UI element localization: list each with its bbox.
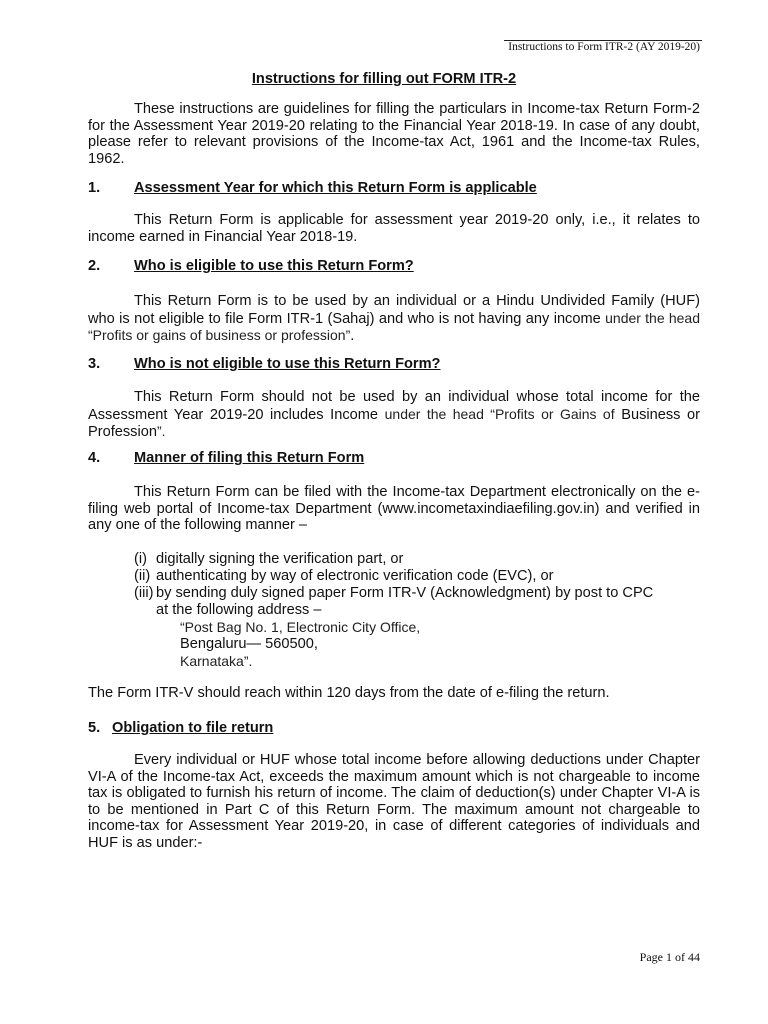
verification-option-continuation: at the following address – (156, 602, 322, 618)
section-3-body-end: ”. (156, 423, 166, 439)
section-2-body (88, 293, 700, 345)
section-title: Who is not eligible to use this Return Form? (134, 356, 441, 372)
section-title: Obligation to file return (112, 720, 274, 736)
cpc-address-line: Bengaluru— 560500, (180, 636, 318, 652)
section-3-body (88, 389, 700, 441)
document-title: Instructions for filling out FORM ITR-2 (251, 71, 517, 87)
section-2-body-text: This Return Form is to be used by an individual or a Hindu Undivided Family (HUF) who is not eligible to file Form ITR-1 (Sahaj) and who is not having any income (88, 293, 700, 327)
section-2-body-end: . (350, 328, 355, 344)
section-number: 4. (88, 450, 101, 466)
section-5-heading (88, 720, 273, 736)
running-header: Instructions to Form ITR-2 (AY 2019-20) (508, 41, 700, 53)
section-2-body-quote: under the head “Profits or gains of business or profession” (88, 309, 700, 343)
option-marker: (i) (134, 551, 147, 567)
section-number: 3. (88, 356, 101, 372)
cpc-address-line: “Post Bag No. 1, Electronic City Office, (180, 619, 421, 635)
section-3-body-quote: under the head “Profits or Gains of (384, 405, 615, 422)
verification-option (134, 585, 700, 602)
section-3-body-quote-end: Business or Profession (88, 406, 700, 440)
section-number: 5. (88, 720, 101, 736)
option-marker: (iii) (134, 585, 154, 601)
section-2-heading (88, 258, 414, 274)
page-number: Page 1 of 44 (639, 950, 700, 964)
cpc-address-line: Karnataka”. (180, 653, 253, 669)
section-1-body: This Return Form is applicable for assessment year 2019-20 only, i.e., it relates to income earned in Financial Year 2018-19. (88, 212, 700, 245)
verification-option (134, 551, 700, 568)
verification-option (134, 568, 700, 585)
section-title: Who is eligible to use this Return Form? (134, 258, 414, 274)
option-text: by sending duly signed paper Form ITR-V (Acknowledgment) by post to CPC (156, 585, 654, 601)
option-text: authenticating by way of electronic verification code (EVC), or (156, 568, 554, 584)
section-number: 2. (88, 258, 101, 274)
itr-v-deadline-note: The Form ITR-V should reach within 120 days from the date of e-filing the return. (88, 685, 610, 701)
option-marker: (ii) (134, 568, 151, 584)
section-4-heading (88, 450, 364, 466)
section-3-heading (88, 356, 440, 372)
section-4-body: This Return Form can be filed with the Income-tax Department electronically on the e-filing web portal of Income-tax Department (www.incometaxindiaefiling.gov.in) and verified in any one of the following manner – (88, 484, 700, 533)
intro-paragraph: These instructions are guidelines for filling the particulars in Income-tax Return Form-2 for the Assessment Year 2019-20 relating to the Financial Year 2018-19. In case of any doubt, please refer to relevant provisions of the Income-tax Act, 1961 and the Income-tax Rules, 1962. (88, 101, 700, 167)
section-3-body-text: This Return Form should not be used by an individual whose total income for the Assessment Year 2019-20 includes Income (88, 389, 700, 423)
section-title: Manner of filing this Return Form (134, 450, 365, 466)
section-number: 1. (88, 180, 101, 196)
section-title: Assessment Year for which this Return Form is applicable (134, 180, 537, 196)
option-text: digitally signing the verification part, or (156, 551, 404, 567)
section-1-heading (88, 180, 537, 196)
section-5-body: Every individual or HUF whose total income before allowing deductions under Chapter VI-A of the Income-tax Act, exceeds the maximum amount which is not chargeable to income tax is obligated to furnish his return of income. The claim of deduction(s) under Chapter VI-A is to be mentioned in Part C of this Return Form. The maximum amount not chargeable to income-tax for Assessment Year 2019-20, in case of different categories of individuals and HUF is as under:- (88, 752, 700, 851)
